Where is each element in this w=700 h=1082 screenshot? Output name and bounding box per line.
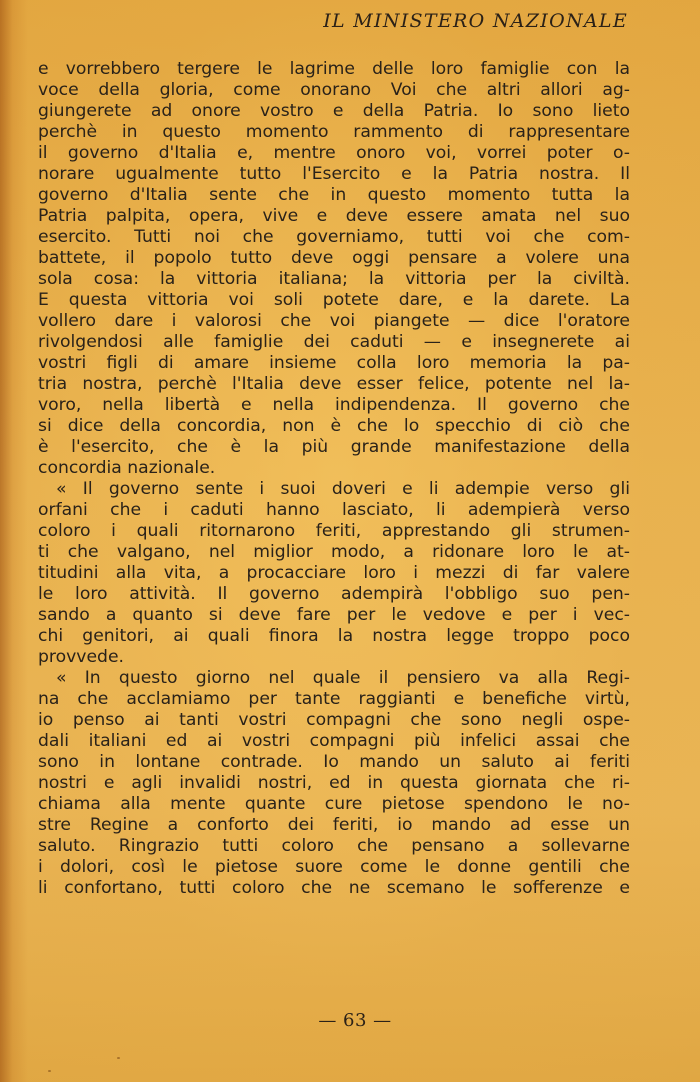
text-line: sando a quanto si deve fare per le vedove e per i vec- bbox=[38, 605, 630, 625]
text-line: saluto. Ringrazio tutti coloro che pensano a sollevarne bbox=[38, 836, 630, 856]
text-line: coloro i quali ritornarono feriti, apprestando gli strumen- bbox=[38, 521, 630, 541]
text-line: sola cosa: la vittoria italiana; la vittoria per la civiltà. bbox=[38, 269, 630, 289]
text-line: governo d'Italia sente che in questo momento tutta la bbox=[38, 185, 630, 205]
text-line: esercito. Tutti noi che governiamo, tutti voi che com- bbox=[38, 227, 630, 247]
text-line: si dice della concordia, non è che lo specchio di ciò che bbox=[38, 416, 630, 436]
text-line: dali italiani ed ai vostri compagni più infelici assai che bbox=[38, 731, 630, 751]
text-line: rivolgendosi alle famiglie dei caduti — e insegnerete ai bbox=[38, 332, 630, 352]
text-line: titudini alla vita, a procacciare loro i mezzi di far valere bbox=[38, 563, 630, 583]
text-line: giungerete ad onore vostro e della Patria. Io sono lieto bbox=[38, 101, 630, 121]
text-line: i dolori, così le pietose suore come le donne gentili che bbox=[38, 857, 630, 877]
paragraph-start-line: « Il governo sente i suoi doveri e li adempie verso gli bbox=[56, 479, 630, 499]
text-line: norare ugualmente tutto l'Esercito e la Patria nostra. Il bbox=[38, 164, 630, 184]
text-line: li confortano, tutti coloro che ne scemano le sofferenze e bbox=[38, 878, 630, 898]
text-line: voce della gloria, come onorano Voi che altri allori ag- bbox=[38, 80, 630, 100]
text-line: chi genitori, ai quali finora la nostra legge troppo poco bbox=[38, 626, 630, 646]
page-number: — 63 — bbox=[318, 1010, 392, 1031]
text-line: ti che valgano, nel miglior modo, a ridonare loro le at- bbox=[38, 542, 630, 562]
body-text bbox=[38, 59, 630, 899]
text-line: battete, il popolo tutto deve oggi pensare a volere una bbox=[38, 248, 630, 268]
text-line: vostri figli di amare insieme colla loro memoria la pa- bbox=[38, 353, 630, 373]
text-line: io penso ai tanti vostri compagni che sono negli ospe- bbox=[38, 710, 630, 730]
text-line: perchè in questo momento rammento di rappresentare bbox=[38, 122, 630, 142]
text-line: na che acclamiamo per tante raggianti e benefiche virtù, bbox=[38, 689, 630, 709]
paragraph-end-line: provvede. bbox=[38, 647, 124, 667]
text-line: nostri e agli invalidi nostri, ed in questa giornata che ri- bbox=[38, 773, 630, 793]
paragraph-end-line: concordia nazionale. bbox=[38, 458, 216, 478]
text-line: orfani che i caduti hanno lasciato, li adempierà verso bbox=[38, 500, 630, 520]
text-line: le loro attività. Il governo adempirà l'obbligo suo pen- bbox=[38, 584, 630, 604]
spine-shadow bbox=[0, 0, 28, 1082]
paragraph-start-line: « In questo giorno nel quale il pensiero va alla Regi- bbox=[56, 668, 630, 688]
text-line: voro, nella libertà e nella indipendenza. Il governo che bbox=[38, 395, 630, 415]
paper-speck bbox=[48, 1070, 51, 1072]
paper-speck bbox=[117, 1057, 120, 1059]
text-line: sono in lontane contrade. Io mando un saluto ai feriti bbox=[38, 752, 630, 772]
text-line: il governo d'Italia e, mentre onoro voi, vorrei poter o- bbox=[38, 143, 630, 163]
text-line: E questa vittoria voi soli potete dare, e la darete. La bbox=[38, 290, 630, 310]
running-head: IL MINISTERO NAZIONALE bbox=[323, 10, 628, 32]
text-line: vollero dare i valorosi che voi piangete — dice l'oratore bbox=[38, 311, 630, 331]
text-line: chiama alla mente quante cure pietose spendono le no- bbox=[38, 794, 630, 814]
text-line: Patria palpita, opera, vive e deve essere amata nel suo bbox=[38, 206, 630, 226]
text-line: tria nostra, perchè l'Italia deve esser felice, potente nel la- bbox=[38, 374, 630, 394]
text-line: stre Regine a conforto dei feriti, io mando ad esse un bbox=[38, 815, 630, 835]
text-line: e vorrebbero tergere le lagrime delle loro famiglie con la bbox=[38, 59, 630, 79]
text-line: è l'esercito, che è la più grande manifestazione della bbox=[38, 437, 630, 457]
